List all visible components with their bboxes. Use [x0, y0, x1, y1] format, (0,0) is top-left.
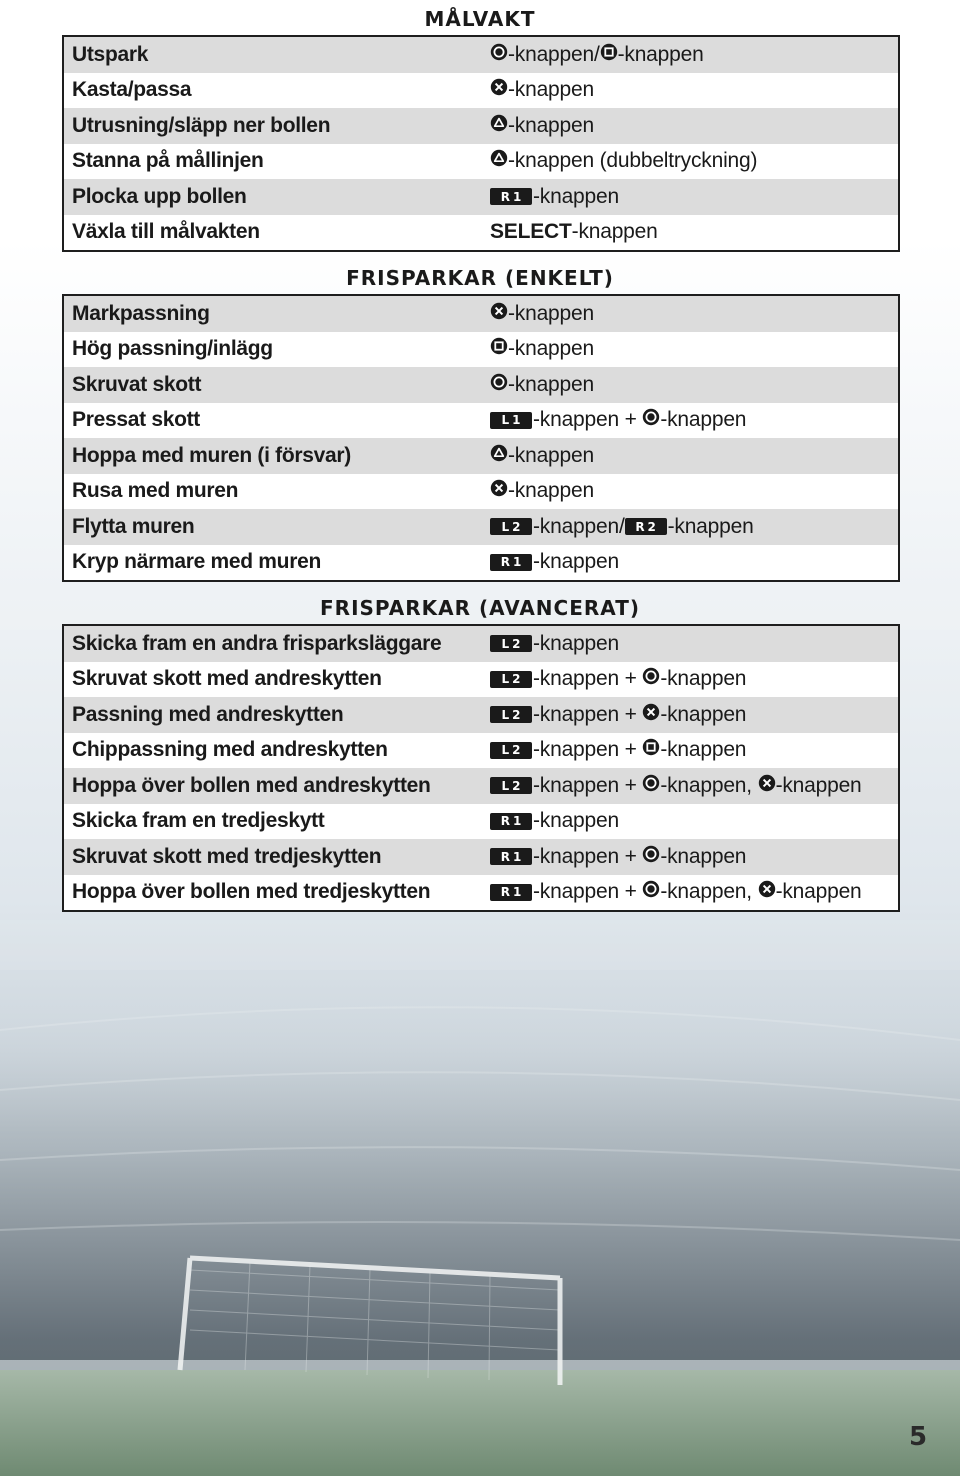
control-text: -knappen: [508, 443, 594, 467]
control-description: [490, 880, 898, 904]
l2-button-icon: L2: [490, 777, 532, 794]
square-button-icon: [600, 43, 618, 67]
control-description: [490, 738, 898, 762]
control-text: -knappen: [660, 667, 747, 691]
control-description: [490, 667, 898, 691]
action-label: Chippassning med andreskytten: [72, 738, 388, 762]
cross-button-icon: [490, 479, 508, 503]
triangle-button-icon: [490, 149, 508, 173]
action-label: Hög passning/inlägg: [72, 337, 273, 361]
control-text: -knappen: [571, 220, 658, 244]
table-row: [64, 697, 898, 733]
cross-button-icon: [642, 703, 660, 727]
table-row: [64, 662, 898, 698]
control-text: -knappen: [533, 184, 619, 208]
control-description: [490, 515, 898, 539]
cross-button-icon: [758, 774, 776, 798]
table-row: [64, 474, 898, 510]
table-row: [64, 179, 898, 215]
page-number: 5: [908, 1422, 928, 1452]
section-title-frisparkar-enkelt: FRISPARKAR (ENKELT): [346, 266, 614, 290]
r1-button-icon: R1: [490, 188, 532, 205]
select-button-label: SELECT: [490, 220, 572, 244]
control-text: -knappen: [660, 702, 747, 726]
r1-button-icon: R1: [490, 884, 532, 901]
control-text: -knappen +: [533, 408, 643, 432]
control-description: [490, 78, 898, 102]
control-text: -knappen,: [660, 773, 758, 797]
action-label: Hoppa över bollen med andreskytten: [72, 773, 431, 797]
action-label: Skruvat skott med andreskytten: [72, 667, 382, 691]
table-row: [64, 108, 898, 144]
l2-button-icon: L2: [490, 671, 532, 688]
control-text: -knappen: [508, 372, 594, 396]
circle-button-icon: [490, 43, 508, 67]
control-text: -knappen +: [533, 880, 643, 904]
table-row: [64, 804, 898, 840]
control-description: [490, 550, 898, 574]
table-row: [64, 733, 898, 769]
square-button-icon: [490, 337, 508, 361]
control-text: -knappen +: [533, 738, 643, 762]
control-text: -knappen: [533, 550, 619, 574]
l2-button-icon: L2: [490, 742, 532, 759]
action-label: Skicka fram en tredjeskytt: [72, 809, 325, 833]
action-label: Passning med andreskytten: [72, 702, 344, 726]
l2-button-icon: L2: [490, 518, 532, 535]
l1-button-icon: L1: [490, 412, 532, 429]
control-text: -knappen: [508, 78, 594, 102]
action-label: Skruvat skott: [72, 372, 202, 396]
circle-button-icon: [642, 667, 660, 691]
table-row: [64, 215, 898, 251]
table-row: [64, 545, 898, 581]
action-label: Hoppa över bollen med tredjeskytten: [72, 880, 431, 904]
table-row: [64, 144, 898, 180]
action-label: Pressat skott: [72, 408, 200, 432]
control-text: -knappen: [508, 479, 594, 503]
action-label: Kryp närmare med muren: [72, 550, 321, 574]
control-description: [490, 114, 898, 138]
control-description: [490, 444, 898, 468]
table-row: [64, 875, 898, 911]
circle-button-icon: [490, 373, 508, 397]
table-row: [64, 367, 898, 403]
cross-button-icon: [490, 78, 508, 102]
control-description: [490, 149, 898, 173]
control-text: -knappen: [775, 773, 862, 797]
action-label: Markpassning: [72, 301, 210, 325]
action-label: Skruvat skott med tredjeskytten: [72, 844, 382, 868]
action-label: Plocka upp bollen: [72, 184, 247, 208]
cross-button-icon: [758, 880, 776, 904]
controls-table-frisparkar-avancerat: [62, 624, 900, 912]
control-text: -knappen +: [533, 844, 643, 868]
control-text: -knappen: [660, 738, 747, 762]
action-label: Kasta/passa: [72, 78, 192, 102]
control-description: [490, 809, 898, 833]
control-text: -knappen: [775, 880, 862, 904]
control-description: [490, 632, 898, 656]
control-text: -knappen +: [533, 702, 643, 726]
circle-button-icon: [642, 880, 660, 904]
table-row: [64, 296, 898, 332]
r1-button-icon: R1: [490, 554, 532, 571]
control-description: [490, 220, 898, 244]
control-text: -knappen: [508, 337, 594, 361]
r1-button-icon: R1: [490, 848, 532, 865]
circle-button-icon: [642, 408, 660, 432]
action-label: Rusa med muren: [72, 479, 239, 503]
control-description: [490, 185, 898, 209]
l2-button-icon: L2: [490, 706, 532, 723]
control-text: -knappen: [617, 42, 704, 66]
table-row: [64, 839, 898, 875]
triangle-button-icon: [490, 444, 508, 468]
square-button-icon: [642, 738, 660, 762]
table-row: [64, 438, 898, 474]
control-text: -knappen: [533, 809, 619, 833]
control-text: -knappen/: [508, 42, 600, 66]
table-row: [64, 403, 898, 439]
control-description: [490, 373, 898, 397]
cross-button-icon: [490, 302, 508, 326]
controls-table-malvakt: [62, 35, 900, 252]
table-row: [64, 768, 898, 804]
table-row: [64, 37, 898, 73]
action-label: Stanna på mållinjen: [72, 149, 264, 173]
control-text: -knappen,: [660, 880, 758, 904]
circle-button-icon: [642, 845, 660, 869]
control-description: [490, 337, 898, 361]
table-row: [64, 626, 898, 662]
action-label: Flytta muren: [72, 514, 195, 538]
control-description: [490, 845, 898, 869]
control-description: [490, 774, 898, 798]
triangle-button-icon: [490, 114, 508, 138]
control-text: -knappen: [667, 514, 754, 538]
control-description: [490, 703, 898, 727]
control-text: -knappen +: [533, 667, 643, 691]
l2-button-icon: L2: [490, 635, 532, 652]
action-label: Hoppa med muren (i försvar): [72, 443, 351, 467]
controls-table-frisparkar-enkelt: [62, 294, 900, 582]
control-text: -knappen: [508, 301, 594, 325]
table-row: [64, 509, 898, 545]
control-text: -knappen: [660, 844, 747, 868]
action-label: Växla till målvakten: [72, 220, 260, 244]
control-text: -knappen/: [533, 514, 625, 538]
action-label: Utrusning/släpp ner bollen: [72, 113, 331, 137]
control-text: -knappen: [660, 408, 747, 432]
control-text: -knappen: [508, 113, 594, 137]
control-description: [490, 302, 898, 326]
control-description: [490, 408, 898, 432]
circle-button-icon: [642, 774, 660, 798]
r1-button-icon: R1: [490, 813, 532, 830]
action-label: Utspark: [72, 42, 149, 66]
control-text: -knappen: [533, 631, 619, 655]
section-title-malvakt: MÅLVAKT: [424, 7, 536, 31]
control-description: [490, 43, 898, 67]
table-row: [64, 332, 898, 368]
control-text: -knappen (dubbeltryckning): [508, 149, 758, 173]
control-text: -knappen +: [533, 773, 643, 797]
action-label: Skicka fram en andra frisparksläggare: [72, 631, 442, 655]
section-title-frisparkar-avancerat: FRISPARKAR (AVANCERAT): [320, 596, 640, 620]
table-row: [64, 73, 898, 109]
r2-button-icon: R2: [625, 518, 667, 535]
control-description: [490, 479, 898, 503]
